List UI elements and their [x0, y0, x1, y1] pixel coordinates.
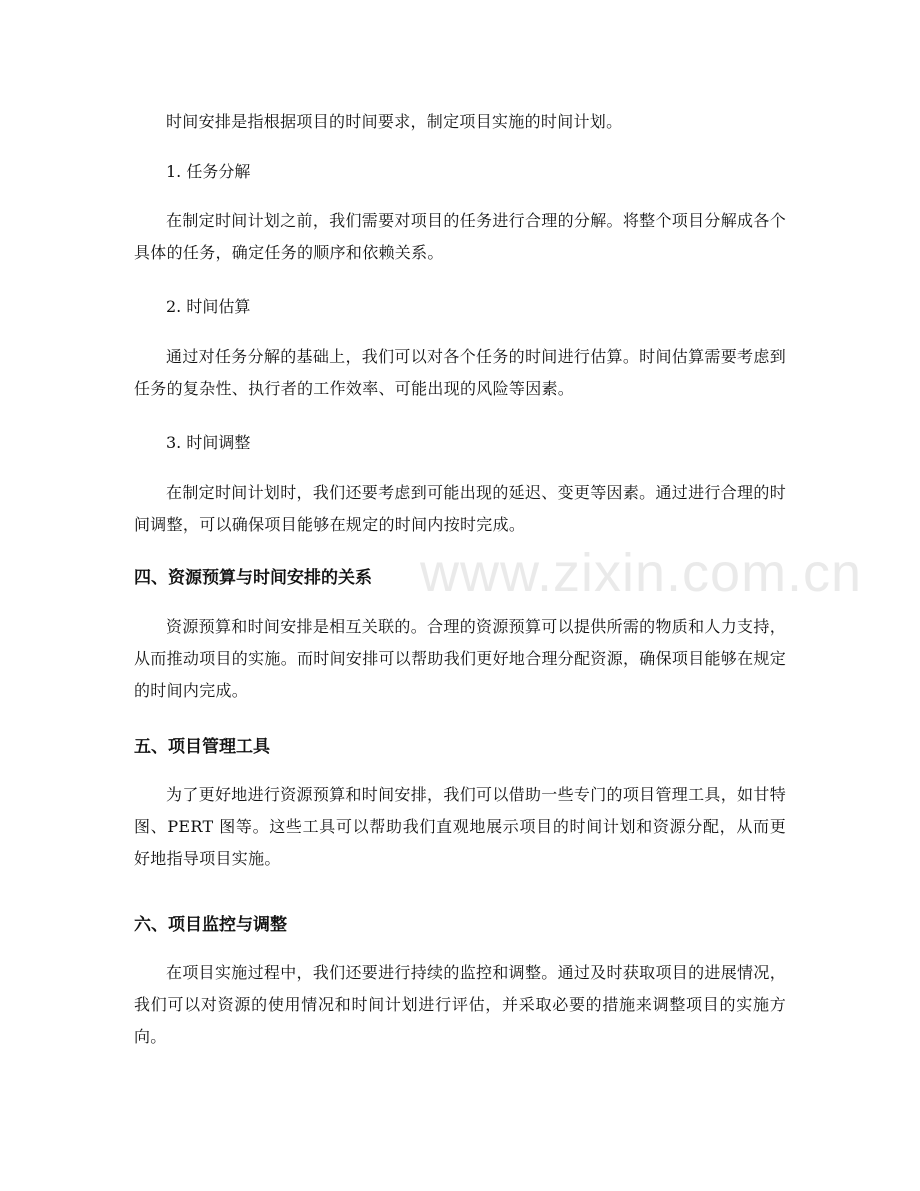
- section-5-paragraph: 为了更好地进行资源预算和时间安排，我们可以借助一些专门的项目管理工具，如甘特图、PERT 图等。这些工具可以帮助我们直观地展示项目的时间计划和资源分配，从而更好地指导项目实施。: [134, 785, 786, 868]
- section-5-heading: 五、项目管理工具: [134, 737, 270, 757]
- item-3-title: 3. 时间调整: [166, 433, 251, 452]
- section-6-paragraph: 在项目实施过程中，我们还要进行持续的监控和调整。通过及时获取项目的进展情况，我们可以对资源的使用情况和时间计划进行评估，并采取必要的措施来调整项目的实施方向。: [134, 963, 786, 1046]
- item-2-title: 2. 时间估算: [166, 297, 251, 316]
- section-4-heading: 四、资源预算与时间安排的关系: [134, 568, 372, 588]
- item-1-title: 1. 任务分解: [166, 162, 251, 181]
- item-3-paragraph: 在制定时间计划时，我们还要考虑到可能出现的延迟、变更等因素。通过进行合理的时间调整，可以确保项目能够在规定的时间内按时完成。: [134, 483, 786, 534]
- section-6-heading: 六、项目监控与调整: [134, 915, 287, 935]
- item-2-paragraph: 通过对任务分解的基础上，我们可以对各个任务的时间进行估算。时间估算需要考虑到任务的复杂性、执行者的工作效率、可能出现的风险等因素。: [134, 347, 786, 398]
- watermark: www.zixin.com.cn: [420, 543, 863, 603]
- section-4-paragraph: 资源预算和时间安排是相互关联的。合理的资源预算可以提供所需的物质和人力支持，从而推动项目的实施。而时间安排可以帮助我们更好地合理分配资源，确保项目能够在规定的时间内完成。: [134, 617, 787, 700]
- item-1-paragraph: 在制定时间计划之前，我们需要对项目的任务进行合理的分解。将整个项目分解成各个具体的任务，确定任务的顺序和依赖关系。: [134, 211, 786, 262]
- intro-paragraph: 时间安排是指根据项目的时间要求，制定项目实施的时间计划。: [166, 112, 623, 131]
